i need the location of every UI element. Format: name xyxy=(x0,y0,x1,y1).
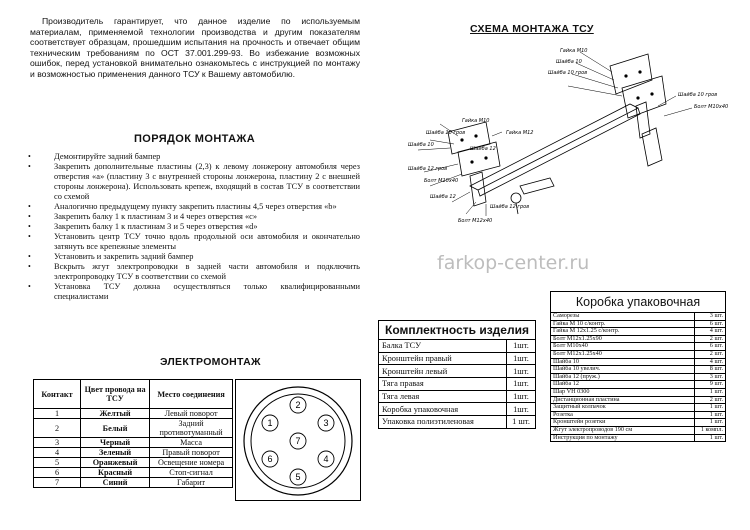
pin-label: 7 xyxy=(295,436,301,446)
wiring-table xyxy=(33,379,233,488)
table-row xyxy=(551,313,726,321)
pin-label: 5 xyxy=(295,472,301,482)
table-row xyxy=(379,365,536,378)
kit-contents-table xyxy=(378,320,536,429)
item-qty: 6 шт. xyxy=(695,320,726,328)
pin-label: 4 xyxy=(323,454,329,464)
pin-number: 7 xyxy=(34,478,81,488)
item-qty: 6 шт. xyxy=(695,343,726,351)
drawing-label: Шайба 10 xyxy=(556,59,582,65)
table-row xyxy=(379,340,536,353)
item-qty: 3 шт. xyxy=(695,373,726,381)
table-row xyxy=(34,458,233,468)
item-qty: 1шт. xyxy=(507,365,536,378)
drawing-label: Шайба 12 xyxy=(470,146,496,152)
table-row xyxy=(379,378,536,391)
table-row xyxy=(551,404,726,412)
towbar-installation-drawing xyxy=(400,36,730,236)
item-qty: 2 шт. xyxy=(695,335,726,343)
table-row xyxy=(379,352,536,365)
wire-color: Красный xyxy=(81,468,150,478)
connection-place: Масса xyxy=(150,438,233,448)
table-row xyxy=(34,409,233,419)
item-name: Шайба 12 xyxy=(551,381,695,389)
step-item: • Установить и закрепить задний бампер xyxy=(24,252,360,262)
item-name: Болт М12x1.25x90 xyxy=(551,335,695,343)
kit-title: Комплектность изделия xyxy=(379,321,536,340)
item-name: Шайба 10 xyxy=(551,358,695,366)
pin-number: 5 xyxy=(34,458,81,468)
table-row xyxy=(551,434,726,442)
item-qty: 1шт. xyxy=(507,390,536,403)
item-qty: 1 шт. xyxy=(507,416,536,429)
table-row xyxy=(379,390,536,403)
pin-number: 1 xyxy=(34,409,81,419)
table-header-row xyxy=(379,321,536,340)
pin-label: 1 xyxy=(267,418,273,428)
table-row xyxy=(551,426,726,434)
wire-color: Синий xyxy=(81,478,150,488)
drawing-label: Гайка М10 xyxy=(560,48,588,54)
item-name: Защитный колпачок xyxy=(551,404,695,412)
step-item: • Аналогично предыдущему пункту закрепить пластины 4,5 через отверстия «b» xyxy=(24,202,360,212)
item-name: Болт М12x1.25x40 xyxy=(551,350,695,358)
drawing-label: Болт М10х40 xyxy=(424,178,459,184)
wire-color: Белый xyxy=(81,419,150,438)
drawing-label: Шайба 10 гров xyxy=(426,130,466,136)
table-row xyxy=(34,478,233,488)
column-header: Место соединения xyxy=(150,380,233,409)
drawing-label: Болт М10х40 xyxy=(694,104,729,110)
item-qty: 1шт. xyxy=(507,340,536,353)
drawing-label: Шайба 10 xyxy=(408,142,434,148)
connection-place: Задний противотуманный xyxy=(150,419,233,438)
order-title: ПОРЯДОК МОНТАЖА xyxy=(134,133,256,145)
wire-color: Оранжевый xyxy=(81,458,150,468)
table-row xyxy=(551,350,726,358)
item-qty: 2 шт. xyxy=(695,396,726,404)
connection-place: Левый поворот xyxy=(150,409,233,419)
wire-color: Желтый xyxy=(81,409,150,419)
packing-box-table xyxy=(550,291,726,442)
item-qty: 2 шт. xyxy=(695,350,726,358)
pin-label: 6 xyxy=(267,454,273,464)
drawing-label: Гайка М10 xyxy=(462,118,490,124)
step-item: • Вскрыть жгут электропроводки в задней части автомобиля и подключить электропроводку ТСУ в соответствии со схемой xyxy=(24,262,360,282)
intro-paragraph: Производитель гарантирует, что данное изделие по используемым материалам, применяемой технологии производства и другим показателям соответствует образцам, прошедшим испытания на прочность и отвечает общим техническим требованиям по ОСТ 37.001.299-93. Во избежание возможных ошибок, перед установкой внимательно ознакомьтесь с инструкцией по монтажу и возможностью применения данного ТСУ к Вашему автомобилю. xyxy=(30,16,360,79)
wire-color: Черный xyxy=(81,438,150,448)
item-name: Коробка упаковочная xyxy=(379,403,507,416)
item-qty: 1шт. xyxy=(507,378,536,391)
item-name: Упаковка полиэтиленовая xyxy=(379,416,507,429)
table-row xyxy=(34,419,233,438)
pin-label: 3 xyxy=(323,418,329,428)
item-qty: 1 шт. xyxy=(695,434,726,442)
table-header-row xyxy=(34,380,233,409)
step-item: • Закрепить дополнительные пластины (2,3) к левому лонжерону автомобиля через отверстия «a» (пластину 3 с внутренней стороны лонжерона, пластину 2 с внешней стороны лонжерона). Использовать крепеж, входящий в состав ТСУ в соответствии со схемой xyxy=(24,162,360,202)
step-item: • Установить центр ТСУ точно вдоль продольной оси автомобиля и окончательно затянуть все крепежные элементы xyxy=(24,232,360,252)
item-name: Шайба 10 увелич. xyxy=(551,366,695,374)
table-header-row xyxy=(551,292,726,313)
drawing-label: Шайба 12 гров xyxy=(490,204,530,210)
pin-number: 4 xyxy=(34,448,81,458)
item-qty: 1 шт. xyxy=(695,419,726,427)
table-row xyxy=(34,468,233,478)
item-qty: 1шт. xyxy=(507,352,536,365)
item-qty: 1 шт. xyxy=(695,388,726,396)
pin-number: 6 xyxy=(34,468,81,478)
connection-place: Освещение номера xyxy=(150,458,233,468)
pin-label: 2 xyxy=(295,400,301,410)
item-qty: 9 шт. xyxy=(695,381,726,389)
watermark: farkop-center.ru xyxy=(437,252,590,274)
drawing-label: Шайба 12 xyxy=(430,194,456,200)
socket-pinout xyxy=(236,380,360,500)
step-item: • Закрепить балку 1 к пластинам 3 и 4 через отверстия «c» xyxy=(24,212,360,222)
item-qty: 4 шт. xyxy=(695,328,726,336)
connection-place: Габарит xyxy=(150,478,233,488)
item-name: Кронштейн правый xyxy=(379,352,507,365)
table-row xyxy=(379,416,536,429)
item-name: Розетка xyxy=(551,411,695,419)
drawing-label: Шайба 12 гров xyxy=(408,166,448,172)
table-row xyxy=(34,438,233,448)
socket-diagram xyxy=(235,379,361,501)
table-row xyxy=(379,403,536,416)
installation-steps xyxy=(24,152,360,302)
item-qty: 1 компл. xyxy=(695,426,726,434)
item-name: Гайка М 10 с/контр. xyxy=(551,320,695,328)
connection-place: Правый поворот xyxy=(150,448,233,458)
item-qty: 1шт. xyxy=(507,403,536,416)
pin-number: 3 xyxy=(34,438,81,448)
item-name: Кронштейн розетки xyxy=(551,419,695,427)
item-name: Инструкция по монтажу xyxy=(551,434,695,442)
table-row xyxy=(34,448,233,458)
column-header: Контакт xyxy=(34,380,81,409)
box-title: Коробка упаковочная xyxy=(551,292,726,313)
step-item: • Установка ТСУ должна осуществляться только квалифицированными специалистами xyxy=(24,282,360,302)
item-name: Тяга правая xyxy=(379,378,507,391)
drawing-label: Гайка М12 xyxy=(506,130,534,136)
item-name: Шайба 12 (пруж.) xyxy=(551,373,695,381)
item-qty: 1 шт. xyxy=(695,411,726,419)
step-item: • Закрепить балку 1 к пластинам 3 и 5 через отверстия «d» xyxy=(24,222,360,232)
schema-title: СХЕМА МОНТАЖА ТСУ xyxy=(470,23,594,35)
item-name: Гайка М 12x1.25 с/контр. xyxy=(551,328,695,336)
item-qty: 8 шт. xyxy=(695,366,726,374)
item-name: Тяга левая xyxy=(379,390,507,403)
item-qty: 4 шт. xyxy=(695,358,726,366)
electrical-title: ЭЛЕКТРОМОНТАЖ xyxy=(160,356,261,368)
drawing-label: Шайба 10 гров xyxy=(548,70,588,76)
column-header: Цвет провода на ТСУ xyxy=(81,380,150,409)
item-name: Балка ТСУ xyxy=(379,340,507,353)
item-qty: 1 шт. xyxy=(695,404,726,412)
pin-number: 2 xyxy=(34,419,81,438)
connection-place: Стоп-сигнал xyxy=(150,468,233,478)
step-item: • Демонтируйте задний бампер xyxy=(24,152,360,162)
item-name: Саморезы xyxy=(551,313,695,321)
item-qty: 3 шт. xyxy=(695,313,726,321)
wire-color: Зеленый xyxy=(81,448,150,458)
item-name: Шар VH 0300 xyxy=(551,388,695,396)
drawing-label: Шайба 10 гров xyxy=(678,92,718,98)
item-name: Жгут электропроводов 190 см xyxy=(551,426,695,434)
table-row xyxy=(551,388,726,396)
item-name: Болт М10x40 xyxy=(551,343,695,351)
item-name: Дистанционная пластина xyxy=(551,396,695,404)
drawing-label: Болт М12х40 xyxy=(458,218,493,224)
item-name: Кронштейн левый xyxy=(379,365,507,378)
